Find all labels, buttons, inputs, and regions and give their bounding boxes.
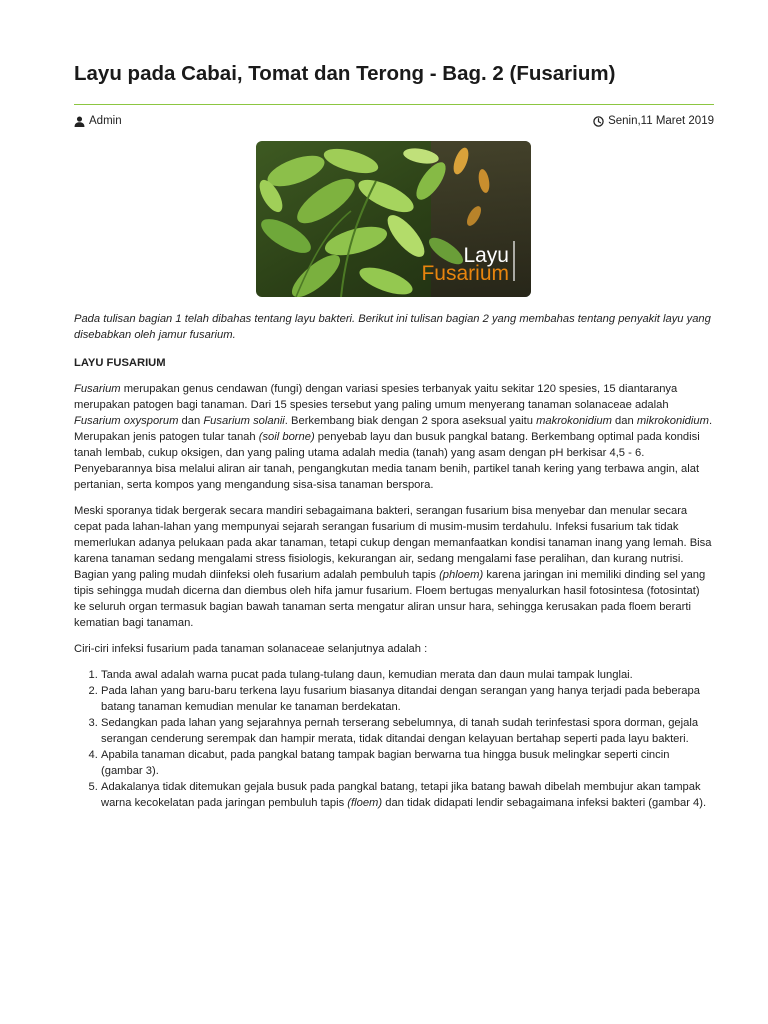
paragraph-1: Fusarium merupakan genus cendawan (fungi) dengan variasi spesies terbanyak yaitu sekitar 120 spesies, 15 diantaranya merupakan patogen bagi tanaman. Dari 15 spesies tersebut yang paling umum menyerang tanaman solanaceae adalah Fusarium oxysporum dan Fusarium solanii. Berkembang biak dengan 2 spora aseksual yaitu makrokonidium dan mikrokonidium. Merupakan jenis patogen tular tanah (soil borne) penyebab layu dan busuk pangkal batang. Berkembang optimal pada kondisi tanah lembab, cukup oksigen, dan yang paling utama adalah media (tanah) yang asam dengan pH berkisar 4,5 - 6. Penyebarannya bisa melalui aliran air tanah, pengangkutan media tanam benih, partikel tanah kering yang terbawa angin, alat pertanian, serta kompos yang mengandung sisa-sisa tanaman berspora.: [74, 383, 713, 491]
caption-line-1: Layu: [463, 244, 509, 267]
symptom-list: [74, 667, 714, 811]
hero-image: [256, 141, 531, 297]
list-item: 4. Apabila tanaman dicabut, pada pangkal batang tampak bagian berwarna tua hingga busuk melingkar seperti cincin (gambar 3).: [101, 747, 714, 779]
article-body: [74, 311, 714, 811]
list-item: 3. Sedangkan pada lahan yang sejarahnya pernah terserang sebelumnya, di tanah sudah terinfestasi spora dorman, gejala serangan cenderung serempak dan hampir merata, tidak ditandai dengan kelayuan bertahap seperti pada layu bakteri.: [101, 715, 714, 747]
publish-date: [593, 115, 714, 127]
author-name: Admin: [89, 115, 122, 127]
list-item: 1. Tanda awal adalah warna pucat pada tulang-tulang daun, kemudian merata dan daun mulai tampak lunglai.: [101, 667, 714, 683]
author-info[interactable]: [74, 115, 122, 127]
paragraph-2: Meski sporanya tidak bergerak secara mandiri sebagaimana bakteri, serangan fusarium bisa menyebar dan menular secara cepat pada lahan-lahan yang mempunyai sejarah serangan fusarium di musim-musim terdahulu. Infeksi fusarium tak tidak memerlukan adanya pelukaan pada akar tanaman, tetapi cukup dengan memanfaatkan kondisi tanaman inang yang lemah. Bisa karena tanaman sedang mengalami stress fisiologis, kekurangan air, sedang mengalami fase peralihan, dan kurang nutrisi. Bagian yang paling mudah diinfeksi oleh fusarium adalah pembuluh tapis (phloem) karena jaringan ini memiliki dinding sel yang tipis sehingga mudah dicerna dan diembus oleh hifa jamur fusarium. Floem bertugas menyalurkan hasil fotosintesa (fotosintat) ke seluruh organ termasuk bagian bawah tanaman serta mengatur aliran unsur hara, sehingga kerusakan pada floem berarti kematian bagi tanaman.: [74, 505, 712, 629]
article-meta: [74, 115, 714, 131]
paragraph-3: Ciri-ciri infeksi fusarium pada tanaman solanaceae selanjutnya adalah :: [74, 643, 428, 655]
article-title: Layu pada Cabai, Tomat dan Terong - Bag. 2 (Fusarium): [74, 62, 616, 85]
user-icon: [74, 116, 85, 127]
date-text: Senin,11 Maret 2019: [608, 115, 714, 127]
title-divider: [74, 104, 714, 105]
section-heading: LAYU FUSARIUM: [74, 357, 166, 369]
list-item: 5. Adakalanya tidak ditemukan gejala busuk pada pangkal batang, tetapi jika batang bawah dibelah membujur akan tampak warna kecokelatan pada jaringan pembuluh tapis (floem) dan tidak didapati lendir sebagaimana infeksi bakteri (gambar 4).: [101, 779, 714, 811]
list-item: 2. Pada lahan yang baru-baru terkena layu fusarium biasanya ditandai dengan serangan yang hanya terjadi pada beberapa batang tanaman kemudian menular ke tanaman berdekatan.: [101, 683, 714, 715]
clock-icon: [593, 116, 604, 127]
caption-line-2: Fusarium: [421, 262, 509, 285]
intro-paragraph: Pada tulisan bagian 1 telah dibahas tentang layu bakteri. Berikut ini tulisan bagian 2 yang membahas tentang penyakit layu yang disebabkan oleh jamur fusarium.: [74, 313, 711, 341]
